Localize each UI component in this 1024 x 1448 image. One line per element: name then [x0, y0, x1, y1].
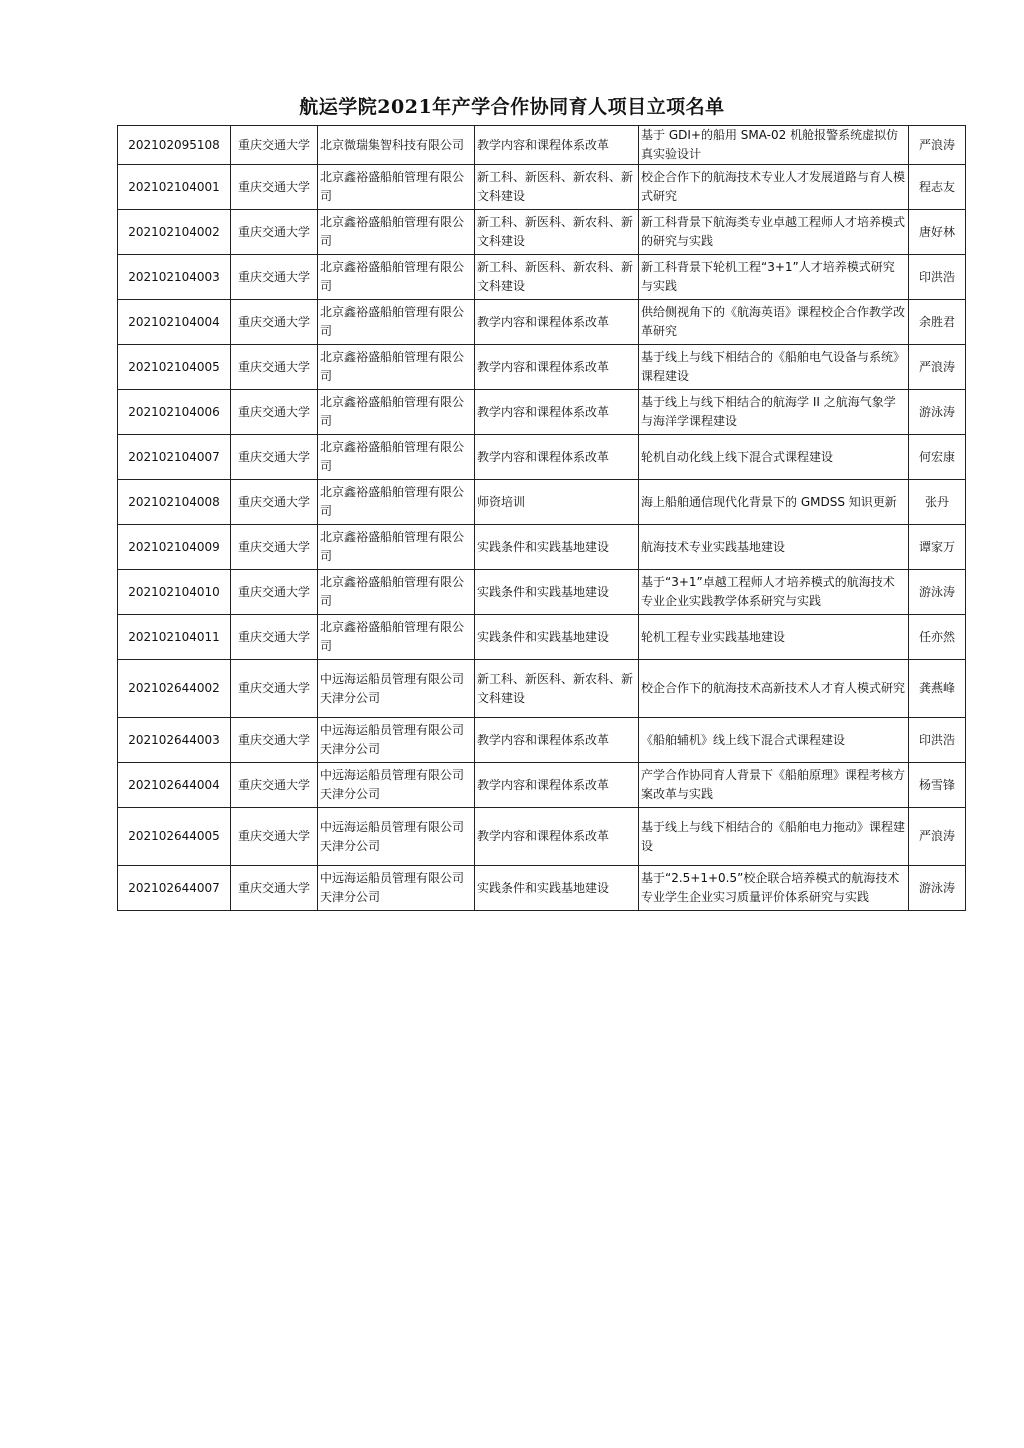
university-cell: 重庆交通大学 [231, 615, 318, 660]
project-type-cell: 教学内容和课程体系改革 [475, 718, 639, 763]
project-name-cell: 校企合作下的航海技术高新技术人才育人模式研究 [639, 660, 909, 718]
leader-cell: 印洪浩 [909, 255, 966, 300]
company-cell: 北京微瑞集智科技有限公司 [318, 126, 475, 165]
table-row [118, 763, 966, 808]
university-cell: 重庆交通大学 [231, 808, 318, 866]
project-id-cell: 202102104001 [118, 165, 231, 210]
project-name-cell: 海上船舶通信现代化背景下的 GMDSS 知识更新 [639, 480, 909, 525]
project-id-cell: 202102644005 [118, 808, 231, 866]
university-cell: 重庆交通大学 [231, 345, 318, 390]
leader-cell: 游泳涛 [909, 866, 966, 911]
university-cell: 重庆交通大学 [231, 300, 318, 345]
university-cell: 重庆交通大学 [231, 390, 318, 435]
university-cell: 重庆交通大学 [231, 480, 318, 525]
project-name-cell: 基于线上与线下相结合的《船舶电气设备与系统》课程建设 [639, 345, 909, 390]
project-name-cell: 基于“3+1”卓越工程师人才培养模式的航海技术专业企业实践教学体系研究与实践 [639, 570, 909, 615]
project-id-cell: 202102104009 [118, 525, 231, 570]
project-type-cell: 实践条件和实践基地建设 [475, 525, 639, 570]
project-type-cell: 新工科、新医科、新农科、新文科建设 [475, 255, 639, 300]
project-name-cell: 产学合作协同育人背景下《船舶原理》课程考核方案改革与实践 [639, 763, 909, 808]
project-id-cell: 202102104006 [118, 390, 231, 435]
company-cell: 北京鑫裕盛船舶管理有限公司 [318, 390, 475, 435]
project-type-cell: 教学内容和课程体系改革 [475, 390, 639, 435]
table-row [118, 615, 966, 660]
company-cell: 中远海运船员管理有限公司天津分公司 [318, 808, 475, 866]
table-row [118, 435, 966, 480]
company-cell: 北京鑫裕盛船舶管理有限公司 [318, 480, 475, 525]
project-type-cell: 实践条件和实践基地建设 [475, 570, 639, 615]
project-type-cell: 实践条件和实践基地建设 [475, 866, 639, 911]
leader-cell: 张丹 [909, 480, 966, 525]
project-id-cell: 202102104008 [118, 480, 231, 525]
table-row [118, 570, 966, 615]
project-name-cell: 《船舶辅机》线上线下混合式课程建设 [639, 718, 909, 763]
leader-cell: 程志友 [909, 165, 966, 210]
project-type-cell: 教学内容和课程体系改革 [475, 345, 639, 390]
project-id-cell: 202102104011 [118, 615, 231, 660]
university-cell: 重庆交通大学 [231, 660, 318, 718]
leader-cell: 余胜君 [909, 300, 966, 345]
table-row [118, 525, 966, 570]
company-cell: 北京鑫裕盛船舶管理有限公司 [318, 525, 475, 570]
table-row [118, 718, 966, 763]
university-cell: 重庆交通大学 [231, 165, 318, 210]
project-id-cell: 202102104003 [118, 255, 231, 300]
project-id-cell: 202102104007 [118, 435, 231, 480]
leader-cell: 游泳涛 [909, 390, 966, 435]
project-id-cell: 202102104002 [118, 210, 231, 255]
company-cell: 北京鑫裕盛船舶管理有限公司 [318, 345, 475, 390]
leader-cell: 唐好林 [909, 210, 966, 255]
leader-cell: 严浪涛 [909, 345, 966, 390]
project-name-cell: 供给侧视角下的《航海英语》课程校企合作教学改革研究 [639, 300, 909, 345]
leader-cell: 何宏康 [909, 435, 966, 480]
company-cell: 北京鑫裕盛船舶管理有限公司 [318, 165, 475, 210]
project-type-cell: 教学内容和课程体系改革 [475, 808, 639, 866]
table-row [118, 165, 966, 210]
leader-cell: 印洪浩 [909, 718, 966, 763]
leader-cell: 任亦然 [909, 615, 966, 660]
project-name-cell: 校企合作下的航海技术专业人才发展道路与育人模式研究 [639, 165, 909, 210]
project-table-body [118, 126, 966, 911]
project-name-cell: 新工科背景下航海类专业卓越工程师人才培养模式的研究与实践 [639, 210, 909, 255]
table-row [118, 210, 966, 255]
project-type-cell: 教学内容和课程体系改革 [475, 763, 639, 808]
table-row [118, 300, 966, 345]
leader-cell: 游泳涛 [909, 570, 966, 615]
project-type-cell: 新工科、新医科、新农科、新文科建设 [475, 210, 639, 255]
project-type-cell: 教学内容和课程体系改革 [475, 300, 639, 345]
table-row [118, 480, 966, 525]
project-name-cell: 基于线上与线下相结合的航海学 II 之航海气象学与海洋学课程建设 [639, 390, 909, 435]
project-type-cell: 教学内容和课程体系改革 [475, 126, 639, 165]
project-id-cell: 202102644007 [118, 866, 231, 911]
project-id-cell: 202102095108 [118, 126, 231, 165]
company-cell: 中远海运船员管理有限公司天津分公司 [318, 763, 475, 808]
project-name-cell: 新工科背景下轮机工程“3+1”人才培养模式研究与实践 [639, 255, 909, 300]
table-row [118, 660, 966, 718]
university-cell: 重庆交通大学 [231, 210, 318, 255]
company-cell: 中远海运船员管理有限公司天津分公司 [318, 718, 475, 763]
company-cell: 北京鑫裕盛船舶管理有限公司 [318, 435, 475, 480]
table-row [118, 345, 966, 390]
leader-cell: 严浪涛 [909, 126, 966, 165]
university-cell: 重庆交通大学 [231, 570, 318, 615]
project-type-cell: 新工科、新医科、新农科、新文科建设 [475, 165, 639, 210]
university-cell: 重庆交通大学 [231, 718, 318, 763]
company-cell: 北京鑫裕盛船舶管理有限公司 [318, 210, 475, 255]
project-name-cell: 基于“2.5+1+0.5”校企联合培养模式的航海技术专业学生企业实习质量评价体系研究与实践 [639, 866, 909, 911]
table-row [118, 808, 966, 866]
company-cell: 北京鑫裕盛船舶管理有限公司 [318, 255, 475, 300]
table-row [118, 255, 966, 300]
university-cell: 重庆交通大学 [231, 866, 318, 911]
project-name-cell: 航海技术专业实践基地建设 [639, 525, 909, 570]
project-type-cell: 师资培训 [475, 480, 639, 525]
company-cell: 北京鑫裕盛船舶管理有限公司 [318, 570, 475, 615]
leader-cell: 龚燕峰 [909, 660, 966, 718]
project-id-cell: 202102644002 [118, 660, 231, 718]
university-cell: 重庆交通大学 [231, 763, 318, 808]
university-cell: 重庆交通大学 [231, 435, 318, 480]
project-id-cell: 202102104004 [118, 300, 231, 345]
project-id-cell: 202102104005 [118, 345, 231, 390]
table-row [118, 866, 966, 911]
leader-cell: 杨雪锋 [909, 763, 966, 808]
project-name-cell: 轮机自动化线上线下混合式课程建设 [639, 435, 909, 480]
project-id-cell: 202102644003 [118, 718, 231, 763]
project-name-cell: 基于线上与线下相结合的《船舶电力拖动》课程建设 [639, 808, 909, 866]
project-type-cell: 教学内容和课程体系改革 [475, 435, 639, 480]
project-table [117, 125, 966, 911]
project-type-cell: 实践条件和实践基地建设 [475, 615, 639, 660]
university-cell: 重庆交通大学 [231, 255, 318, 300]
project-id-cell: 202102104010 [118, 570, 231, 615]
project-type-cell: 新工科、新医科、新农科、新文科建设 [475, 660, 639, 718]
company-cell: 北京鑫裕盛船舶管理有限公司 [318, 615, 475, 660]
company-cell: 北京鑫裕盛船舶管理有限公司 [318, 300, 475, 345]
university-cell: 重庆交通大学 [231, 525, 318, 570]
leader-cell: 严浪涛 [909, 808, 966, 866]
project-id-cell: 202102644004 [118, 763, 231, 808]
company-cell: 中远海运船员管理有限公司天津分公司 [318, 660, 475, 718]
table-row [118, 126, 966, 165]
page-title: 航运学院2021年产学合作协同育人项目立项名单 [299, 96, 725, 118]
table-row [118, 390, 966, 435]
project-name-cell: 基于 GDI+的船用 SMA-02 机舱报警系统虚拟仿真实验设计 [639, 126, 909, 165]
leader-cell: 谭家万 [909, 525, 966, 570]
university-cell: 重庆交通大学 [231, 126, 318, 165]
company-cell: 中远海运船员管理有限公司天津分公司 [318, 866, 475, 911]
project-name-cell: 轮机工程专业实践基地建设 [639, 615, 909, 660]
